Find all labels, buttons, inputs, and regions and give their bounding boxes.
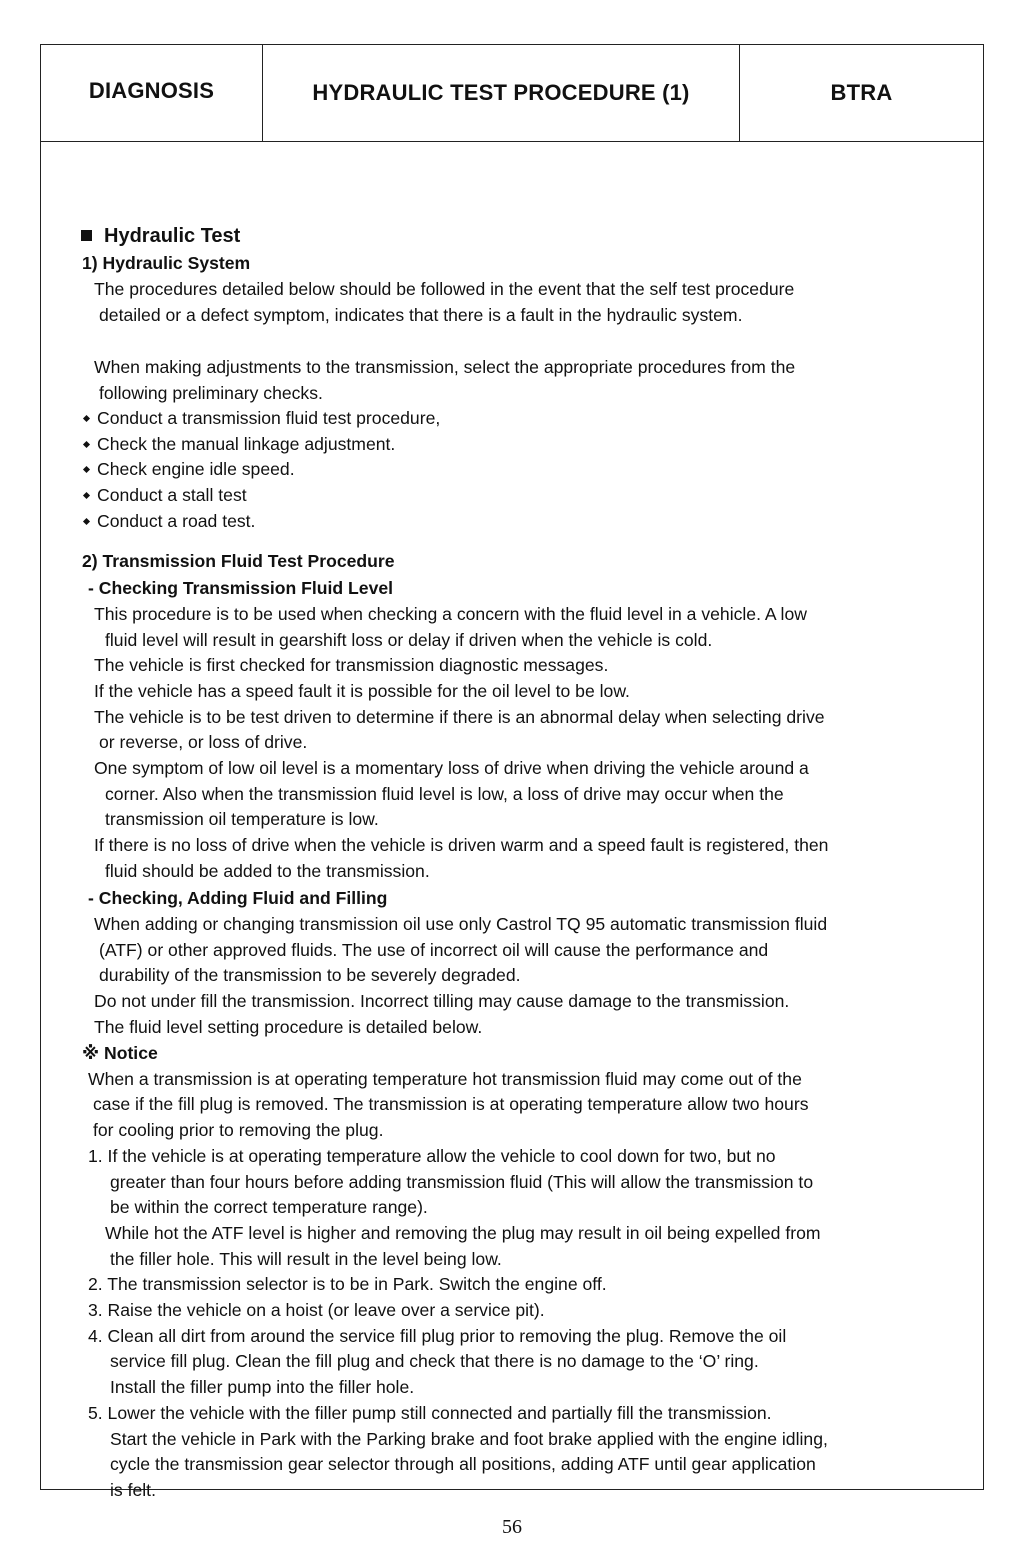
- step-line: Install the filler pump into the filler hole.: [110, 1377, 415, 1397]
- paragraph-line: The procedures detailed below should be followed in the event that the self test procedure: [94, 279, 795, 299]
- notice-line: case if the fill plug is removed. The transmission is at operating temperature allow two hours: [93, 1094, 809, 1114]
- paragraph-line: This procedure is to be used when checking a concern with the fluid level in a vehicle. A low: [94, 604, 807, 624]
- section-2-title: 2) Transmission Fluid Test Procedure: [82, 551, 395, 571]
- paragraph-line: If there is no loss of drive when the vehicle is driven warm and a speed fault is registered, then: [94, 835, 829, 855]
- paragraph-line: (ATF) or other approved fluids. The use of incorrect oil will cause the performance and: [99, 940, 769, 960]
- page-title: HYDRAULIC TEST PROCEDURE (1): [263, 45, 740, 141]
- step-line: While hot the ATF level is higher and removing the plug may result in oil being expelled from: [105, 1223, 821, 1243]
- step-line: 4. Clean all dirt from around the service fill plug prior to removing the plug. Remove the oil: [88, 1326, 787, 1346]
- list-item: Conduct a stall test: [82, 487, 247, 505]
- paragraph-line: When adding or changing transmission oil use only Castrol TQ 95 automatic transmission fluid: [94, 914, 828, 934]
- paragraph-line: durability of the transmission to be severely degraded.: [99, 965, 521, 985]
- diamond-bullet-icon: [83, 441, 90, 448]
- notice-title: ※ Notice: [82, 1043, 158, 1063]
- diamond-bullet-icon: [83, 518, 90, 525]
- step-line: service fill plug. Clean the fill plug and check that there is no damage to the ‘O’ ring.: [110, 1351, 759, 1371]
- page-frame: [40, 44, 984, 1500]
- list-item: Conduct a transmission fluid test procedure,: [82, 410, 440, 428]
- main-heading: Hydraulic Test: [81, 226, 240, 246]
- paragraph-line: or reverse, or loss of drive.: [99, 732, 308, 752]
- paragraph-line: transmission oil temperature is low.: [105, 809, 379, 829]
- paragraph-line: fluid should be added to the transmission.: [105, 861, 430, 881]
- list-item: Check engine idle speed.: [82, 461, 295, 479]
- paragraph-line: fluid level will result in gearshift loss or delay if driven when the vehicle is cold.: [105, 630, 713, 650]
- paragraph-line: One symptom of low oil level is a momentary loss of drive when driving the vehicle around a: [94, 758, 809, 778]
- diamond-bullet-icon: [83, 492, 90, 499]
- diamond-bullet-icon: [83, 415, 90, 422]
- step-line: cycle the transmission gear selector through all positions, adding ATF until gear application: [110, 1454, 816, 1474]
- section-1-title: 1) Hydraulic System: [82, 253, 251, 273]
- list-item: Check the manual linkage adjustment.: [82, 436, 395, 454]
- step-line: be within the correct temperature range).: [110, 1197, 428, 1217]
- paragraph-line: Do not under fill the transmission. Incorrect tilling may cause damage to the transmission.: [94, 991, 790, 1011]
- paragraph-line: The vehicle is first checked for transmission diagnostic messages.: [94, 655, 609, 675]
- subsection-title: - Checking Transmission Fluid Level: [88, 578, 394, 598]
- page-number: 56: [502, 1516, 522, 1538]
- step-line: 5. Lower the vehicle with the filler pump still connected and partially fill the transmission.: [88, 1403, 772, 1423]
- header-table: [41, 45, 983, 142]
- step-line: greater than four hours before adding transmission fluid (This will allow the transmission to: [110, 1172, 814, 1192]
- paragraph-line: detailed or a defect symptom, indicates that there is a fault in the hydraulic system.: [99, 305, 743, 325]
- step-line: 1. If the vehicle is at operating temperature allow the vehicle to cool down for two, but no: [88, 1146, 776, 1166]
- paragraph-line: The fluid level setting procedure is detailed below.: [94, 1017, 483, 1037]
- step-line: 2. The transmission selector is to be in Park. Switch the engine off.: [88, 1274, 607, 1294]
- paragraph-line: following preliminary checks.: [99, 383, 323, 403]
- step-line: the filler hole. This will result in the level being low.: [110, 1249, 502, 1269]
- subsection-title: - Checking, Adding Fluid and Filling: [88, 888, 388, 908]
- notice-line: for cooling prior to removing the plug.: [93, 1120, 384, 1140]
- paragraph-line: corner. Also when the transmission fluid level is low, a loss of drive may occur when the: [105, 784, 784, 804]
- square-bullet-icon: [81, 230, 92, 241]
- notice-line: When a transmission is at operating temperature hot transmission fluid may come out of the: [88, 1069, 802, 1089]
- brand-label: BTRA: [830, 80, 893, 105]
- paragraph-line: When making adjustments to the transmission, select the appropriate procedures from the: [94, 357, 796, 377]
- step-line: 3. Raise the vehicle on a hoist (or leave over a service pit).: [88, 1300, 545, 1320]
- paragraph-line: If the vehicle has a speed fault it is possible for the oil level to be low.: [94, 681, 630, 701]
- step-line: is felt.: [110, 1480, 156, 1500]
- section-label: DIAGNOSIS: [41, 45, 263, 141]
- list-item: Conduct a road test.: [82, 513, 255, 531]
- paragraph-line: The vehicle is to be test driven to determine if there is an abnormal delay when selecting drive: [94, 707, 825, 727]
- step-line: Start the vehicle in Park with the Parking brake and foot brake applied with the engine idling,: [110, 1429, 828, 1449]
- diamond-bullet-icon: [83, 466, 90, 473]
